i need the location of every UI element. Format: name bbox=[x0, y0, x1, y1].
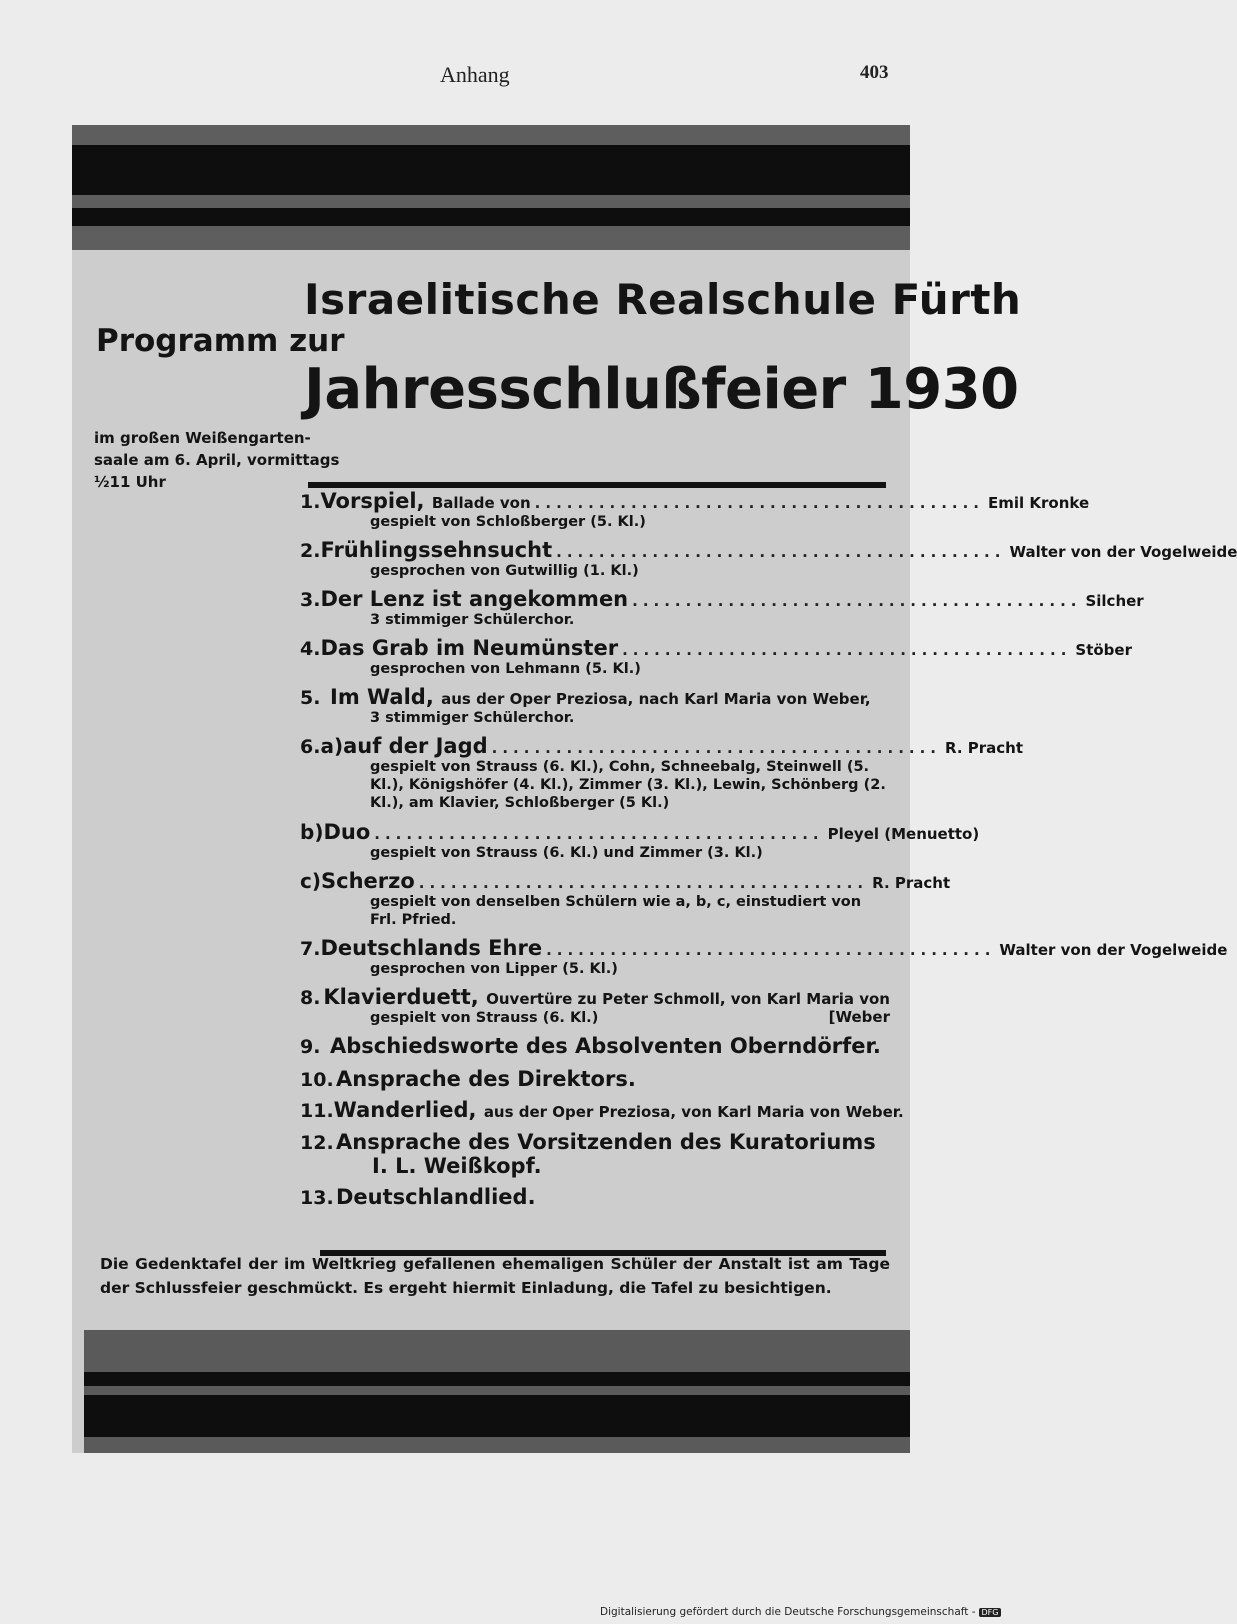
item-composer: Walter von der Vogelweide bbox=[1009, 543, 1237, 561]
item-detail: gesprochen von Lehmann (5. Kl.) bbox=[370, 661, 641, 677]
venue-line: im großen Weißengarten- bbox=[94, 429, 311, 447]
item-number: 4. bbox=[300, 638, 321, 660]
item-sub-label: b) bbox=[300, 820, 324, 844]
item-composer: R. Pracht bbox=[872, 874, 951, 892]
programme-item bbox=[300, 1098, 904, 1122]
digitization-credit bbox=[600, 1606, 998, 1622]
leader-dots: .......................................... bbox=[491, 739, 941, 757]
top-stripe-thin bbox=[72, 208, 910, 226]
item-title: Abschiedsworte des Absolventen Oberndörfer. bbox=[330, 1034, 881, 1058]
item-title: Der Lenz ist angekommen bbox=[320, 587, 629, 611]
programme-item bbox=[300, 869, 951, 929]
top-stripe bbox=[72, 145, 910, 195]
programme-item bbox=[300, 820, 980, 862]
running-head bbox=[0, 62, 1000, 92]
programme-item bbox=[300, 489, 1090, 531]
programme-item bbox=[300, 587, 1144, 629]
item-title: Frühlingssehnsucht bbox=[320, 538, 553, 562]
item-number: 9. bbox=[300, 1036, 321, 1058]
leader-dots: .......................................... bbox=[622, 641, 1072, 659]
item-number: 2. bbox=[300, 540, 321, 562]
item-title: Scherzo bbox=[321, 869, 415, 893]
item-number: 6. bbox=[300, 736, 321, 758]
item-number: 11. bbox=[300, 1100, 334, 1122]
item-composer: Walter von der Vogelweide bbox=[999, 941, 1228, 959]
item-detail: gespielt von Schloßberger (5. Kl.) bbox=[370, 514, 646, 530]
item-title: Vorspiel, Ballade von bbox=[320, 489, 531, 513]
top-border-band bbox=[72, 125, 910, 250]
item-composer: Emil Kronke bbox=[988, 494, 1090, 512]
item-number: 10. bbox=[300, 1069, 334, 1091]
venue-info bbox=[94, 427, 340, 493]
programme-item bbox=[300, 734, 1023, 812]
school-name: Israelitische Realschule Fürth bbox=[304, 275, 1022, 324]
memorial-note: Die Gedenktafel der im Weltkrieg gefallenen ehemaligen Schüler der Anstalt ist am Tage der Schlussfeier geschmückt. Es ergeht hiermit Einladung, die Tafel zu besichtigen. bbox=[100, 1255, 890, 1297]
item-number: 12. bbox=[300, 1132, 334, 1154]
item-detail: gespielt von Strauss (6. Kl.), Cohn, Schneebalg, Steinwell (5. Kl.), Königshöfer (4. Kl.), Zimmer (3. Kl.), Lewin, Schönberg (2. Kl.), am Klavier, Schloßberger (5 Kl.) bbox=[370, 759, 886, 811]
leader-dots: .......................................... bbox=[632, 592, 1082, 610]
programme-item bbox=[300, 936, 1228, 978]
leader-dots: .......................................... bbox=[418, 874, 869, 892]
programme-item bbox=[300, 685, 890, 727]
programme-item bbox=[300, 985, 890, 1027]
item-number: 13. bbox=[300, 1187, 334, 1209]
program-sheet bbox=[72, 125, 1237, 1453]
venue-line: ½11 Uhr bbox=[94, 473, 166, 491]
item-title: Ansprache des Direktors. bbox=[336, 1067, 636, 1091]
credit-text: Digitalisierung gefördert durch die Deutsche Forschungsgemeinschaft - bbox=[600, 1606, 976, 1618]
item-sub-label: c) bbox=[300, 869, 321, 893]
programme-item bbox=[300, 1130, 890, 1178]
programme-item bbox=[300, 1185, 890, 1209]
item-detail: gespielt von denselben Schülern wie a, b, c, einstudiert von Frl. Pfried. bbox=[370, 894, 862, 928]
programme-item bbox=[300, 636, 1132, 678]
item-title: Ansprache des Vorsitzenden des Kuratoriums bbox=[336, 1130, 876, 1154]
item-composer: Stöber bbox=[1075, 641, 1132, 659]
event-title: Jahresschlußfeier 1930 bbox=[304, 357, 1019, 422]
item-title: Im Wald, aus der Oper Preziosa, nach Karl Maria von Weber, bbox=[330, 685, 871, 709]
item-detail: gespielt von Strauss (6. Kl.) bbox=[370, 1010, 599, 1026]
item-composer: Pleyel (Menuetto) bbox=[827, 825, 980, 843]
bottom-stripe-thin bbox=[84, 1372, 910, 1386]
bottom-stripe bbox=[84, 1395, 910, 1437]
leader-dots: .......................................... bbox=[374, 825, 824, 843]
item-number: 3. bbox=[300, 589, 321, 611]
item-title: Deutschlandlied. bbox=[336, 1185, 536, 1209]
leader-dots: .......................................... bbox=[546, 941, 996, 959]
page-number: 403 bbox=[860, 62, 889, 83]
item-title: auf der Jagd bbox=[343, 734, 488, 758]
item-composer: R. Pracht bbox=[944, 739, 1023, 757]
programme-item bbox=[300, 1067, 890, 1091]
item-number: 8. bbox=[300, 987, 321, 1009]
programme-item bbox=[300, 1034, 890, 1058]
bottom-border-band bbox=[84, 1330, 910, 1453]
item-continuation: [Weber bbox=[828, 1008, 890, 1026]
item-title: Das Grab im Neumünster bbox=[320, 636, 619, 660]
item-title-continuation: I. L. Weißkopf. bbox=[372, 1154, 542, 1178]
leader-dots: .......................................... bbox=[534, 494, 984, 512]
item-title: Wanderlied, aus der Oper Preziosa, von Karl Maria von Weber. bbox=[333, 1098, 904, 1122]
item-number: 5. bbox=[300, 687, 321, 709]
divider-rule-top bbox=[308, 482, 886, 488]
item-detail: 3 stimmiger Schülerchor. bbox=[370, 612, 575, 628]
item-sub-label: a) bbox=[320, 734, 344, 758]
programme-item bbox=[300, 538, 1237, 580]
item-number: 7. bbox=[300, 938, 321, 960]
item-title: Duo bbox=[323, 820, 371, 844]
item-composer: Silcher bbox=[1085, 592, 1144, 610]
item-detail: gesprochen von Gutwillig (1. Kl.) bbox=[370, 563, 639, 579]
dfg-logo: DFG bbox=[979, 1608, 1002, 1617]
item-title: Deutschlands Ehre bbox=[320, 936, 543, 960]
running-head-title: Anhang bbox=[440, 62, 510, 87]
program-label: Programm zur bbox=[96, 323, 345, 359]
item-title: Klavierduett, Ouvertüre zu Peter Schmoll, von Karl Maria von bbox=[323, 985, 890, 1009]
item-detail: 3 stimmiger Schülerchor. bbox=[370, 710, 575, 726]
leader-dots: .......................................... bbox=[556, 543, 1006, 561]
item-number: 1. bbox=[300, 491, 321, 513]
item-detail: gespielt von Strauss (6. Kl.) und Zimmer (3. Kl.) bbox=[370, 845, 763, 861]
item-detail: gesprochen von Lipper (5. Kl.) bbox=[370, 961, 618, 977]
venue-line: saale am 6. April, vormittags bbox=[94, 451, 340, 469]
